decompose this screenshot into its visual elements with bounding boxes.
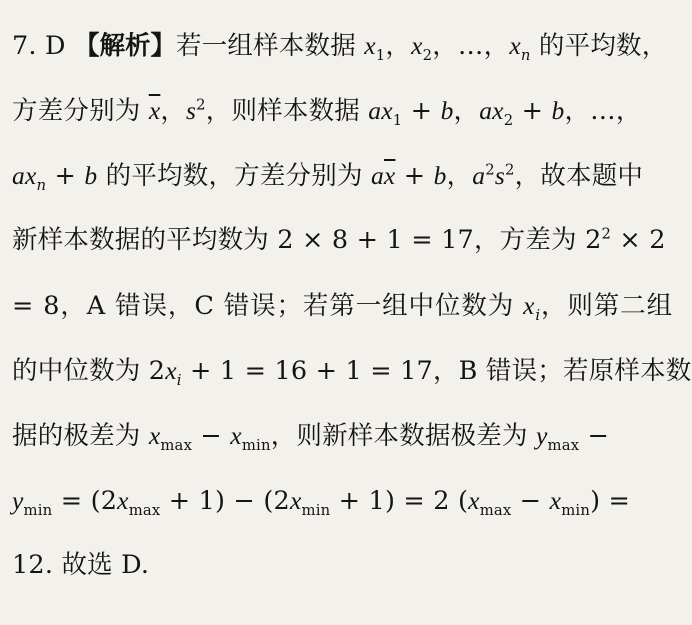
text-line-5: = 8，A 错误，C 错误；若第一组中位数为 $x_i$，则第二组 bbox=[12, 291, 674, 325]
analysis-tag: 【解析】 bbox=[74, 31, 177, 61]
text-line-6: 的中位数为 $2x_i + 1 = 16 + 1 = 17$，B 错误；若原样本数 bbox=[12, 356, 692, 390]
text-line-1: 7. D 【解析】若一组样本数据 $x_1$，$x_2$，…，$x_n$ 的平均数， bbox=[12, 31, 668, 65]
text-line-7: 据的极差为 $x_{max} - x_{min}$，则新样本数据极差为 $y_{max}$ − bbox=[12, 421, 610, 455]
text-line-8: $y_{min} = (2x_{max} + 1) - (2x_{min} + 1) = 2$ $(x_{max} - x_{min})$ = bbox=[12, 486, 631, 520]
text-line-3: $ax_n + b$ 的平均数，方差分别为 $a\overline{x} + b$，$a^2s^2$，故本题中 bbox=[12, 161, 644, 195]
question-number: 7. bbox=[12, 31, 37, 61]
answer-choice: D bbox=[45, 31, 66, 61]
text-line-2: 方差分别为 $\overline{x}$，$s^2$，则样本数据 $ax_1 + b$，$ax_2 + b$，…， bbox=[12, 96, 642, 130]
text-line-9: 12. 故选 D. bbox=[12, 550, 150, 580]
text-line-4: 新样本数据的平均数为 2 × 8 + 1 = 17，方差为 $2^2 \times 2$ bbox=[12, 225, 666, 255]
